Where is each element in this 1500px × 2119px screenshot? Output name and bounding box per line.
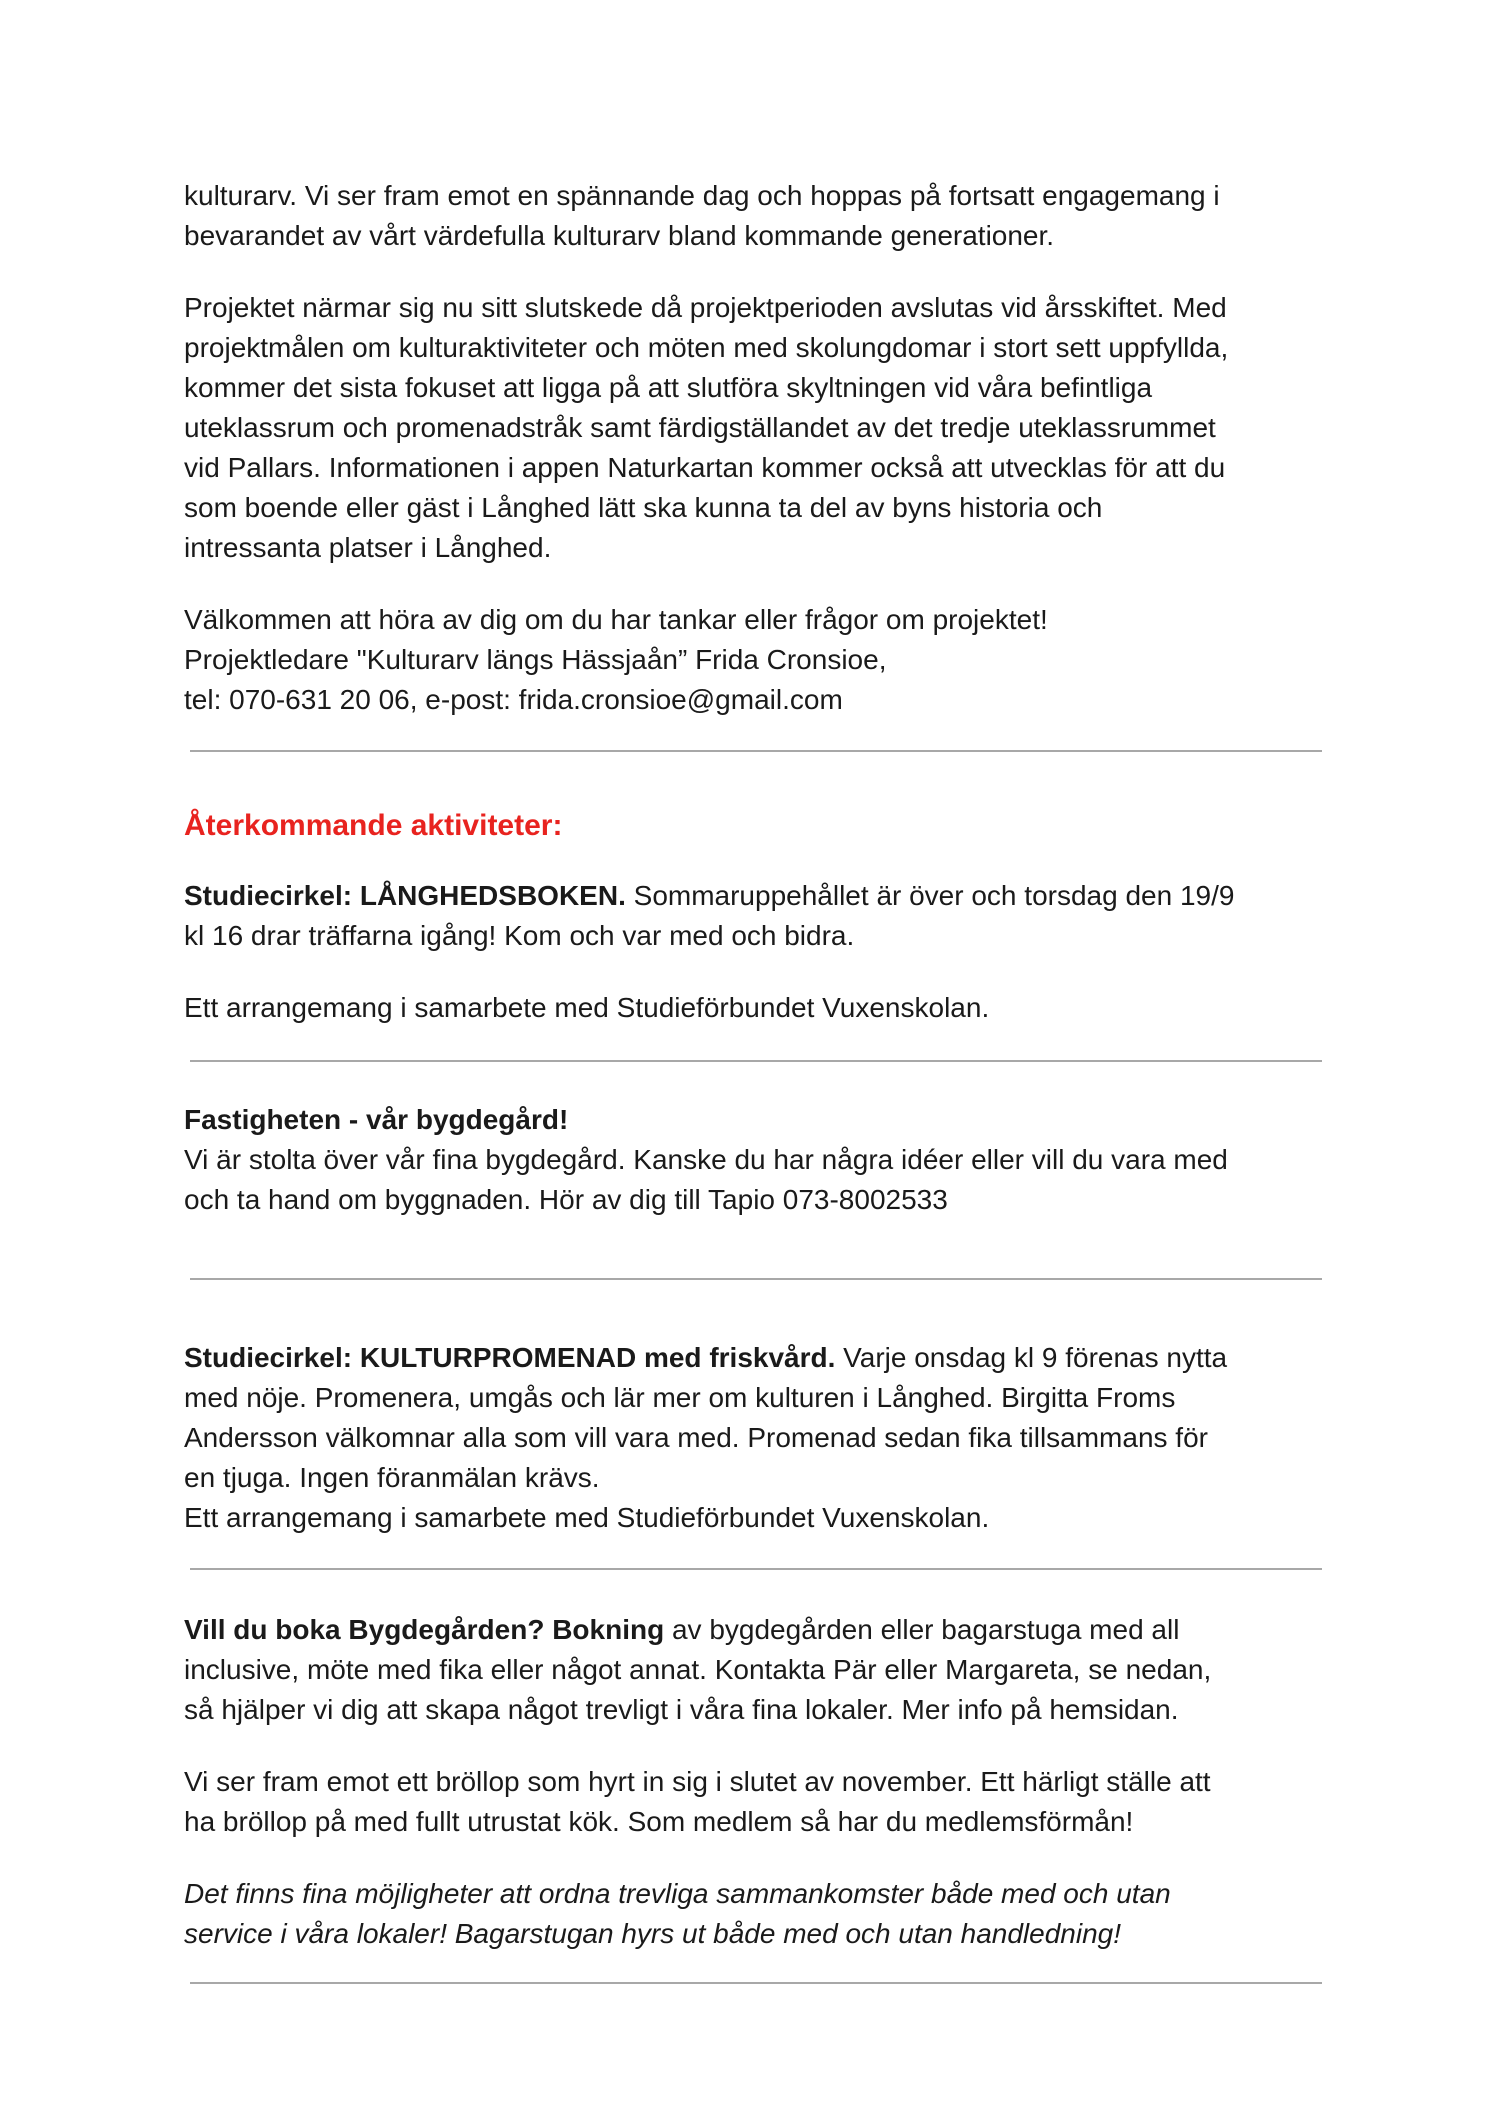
text-line bbox=[184, 1610, 1324, 1650]
text-line: kommer det sista fokuset att ligga på att slutföra skyltningen vid våra befintliga bbox=[184, 372, 1153, 403]
text-span: Varje onsdag kl 9 förenas nytta bbox=[835, 1342, 1228, 1373]
italic-line: service i våra lokaler! Bagarstugan hyrs ut både med och utan handledning! bbox=[184, 1918, 1122, 1949]
text-line: Välkommen att höra av dig om du har tankar eller frågor om projektet! bbox=[184, 604, 1048, 635]
contact-line: tel: 070-631 20 06, e-post: frida.cronsioe@gmail.com bbox=[184, 684, 843, 715]
fastigheten-title: Fastigheten - vår bygdegård! bbox=[184, 1104, 569, 1135]
divider bbox=[190, 1568, 1322, 1570]
divider bbox=[190, 1982, 1322, 1984]
text-line bbox=[184, 1100, 1324, 1140]
studiecirkel-bok-title: Studiecirkel: LÅNGHEDSBOKEN. bbox=[184, 880, 626, 911]
contact-paragraph bbox=[184, 600, 1324, 720]
kulturpromenad-paragraph bbox=[184, 1338, 1324, 1538]
text-line: ha bröllop på med fullt utrustat kök. Som medlem så har du medlemsförmån! bbox=[184, 1806, 1134, 1837]
text-line bbox=[184, 876, 1324, 916]
text-line: Vi ser fram emot ett bröllop som hyrt in sig i slutet av november. Ett härligt ställe att bbox=[184, 1766, 1211, 1797]
divider bbox=[190, 1278, 1322, 1280]
divider bbox=[190, 750, 1322, 752]
newsletter-page bbox=[184, 176, 1324, 1984]
divider bbox=[190, 1060, 1322, 1062]
italic-paragraph bbox=[184, 1874, 1324, 1954]
text-line: vid Pallars. Informationen i appen Naturkartan kommer också att utvecklas för att du bbox=[184, 452, 1226, 483]
wedding-paragraph bbox=[184, 1762, 1324, 1842]
italic-line: Det finns fina möjligheter att ordna trevliga sammankomster både med och utan bbox=[184, 1878, 1171, 1909]
text-line: intressanta platser i Långhed. bbox=[184, 532, 552, 563]
text-line: Projektet närmar sig nu sitt slutskede då projektperioden avslutas vid årsskiftet. Med bbox=[184, 292, 1227, 323]
studiecirkel-bok-paragraph bbox=[184, 876, 1324, 956]
intro-paragraph-1 bbox=[184, 176, 1324, 256]
text-line: kl 16 drar träffarna igång! Kom och var med och bidra. bbox=[184, 920, 855, 951]
text-line: Projektledare "Kulturarv längs Hässjaån” Frida Cronsioe, bbox=[184, 644, 887, 675]
text-line: kulturarv. Vi ser fram emot en spännande dag och hoppas på fortsatt engagemang i bbox=[184, 180, 1220, 211]
text-span: av bygdegården eller bagarstuga med all bbox=[664, 1614, 1180, 1645]
text-line: Andersson välkomnar alla som vill vara med. Promenad sedan fika tillsammans för bbox=[184, 1422, 1208, 1453]
text-line: bevarandet av vårt värdefulla kulturarv bland kommande generationer. bbox=[184, 220, 1055, 251]
text-line: inclusive, möte med fika eller något annat. Kontakta Pär eller Margareta, se nedan, bbox=[184, 1654, 1212, 1685]
section-heading: Återkommande aktiviteter: bbox=[184, 809, 563, 842]
bokning-paragraph bbox=[184, 1610, 1324, 1730]
text-line: Vi är stolta över vår fina bygdegård. Kanske du har några idéer eller vill du vara med bbox=[184, 1144, 1228, 1175]
bokning-title: Vill du boka Bygdegården? Bokning bbox=[184, 1614, 665, 1645]
kulturpromenad-title: Studiecirkel: KULTURPROMENAD med friskvård. bbox=[184, 1342, 836, 1373]
text-line bbox=[184, 1338, 1324, 1378]
fastigheten-paragraph bbox=[184, 1100, 1324, 1220]
text-line: projektmålen om kulturaktiviteter och möten med skolungdomar i stort sett uppfyllda, bbox=[184, 332, 1229, 363]
text-line: som boende eller gäst i Långhed lätt ska kunna ta del av byns historia och bbox=[184, 492, 1103, 523]
intro-paragraph-2 bbox=[184, 288, 1324, 568]
text-line: Ett arrangemang i samarbete med Studieförbundet Vuxenskolan. bbox=[184, 1502, 990, 1533]
text-line: med nöje. Promenera, umgås och lär mer om kulturen i Långhed. Birgitta Froms bbox=[184, 1382, 1176, 1413]
text-line: så hjälper vi dig att skapa något trevligt i våra fina lokaler. Mer info på hemsidan. bbox=[184, 1694, 1179, 1725]
coop-text: Ett arrangemang i samarbete med Studieförbundet Vuxenskolan. bbox=[184, 992, 990, 1023]
text-line: uteklassrum och promenadstråk samt färdigställandet av det tredje uteklassrummet bbox=[184, 412, 1216, 443]
text-line: och ta hand om byggnaden. Hör av dig till Tapio 073-8002533 bbox=[184, 1184, 948, 1215]
text-span: Sommaruppehållet är över och torsdag den 19/9 bbox=[625, 880, 1235, 911]
text-line: en tjuga. Ingen föranmälan krävs. bbox=[184, 1462, 600, 1493]
